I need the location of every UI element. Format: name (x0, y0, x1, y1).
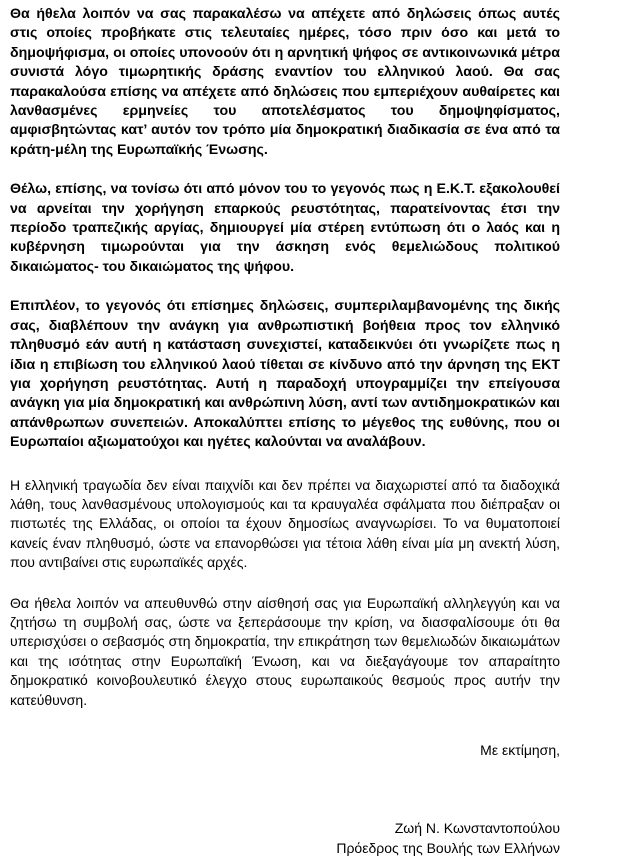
paragraph-5: Θα ήθελα λοιπόν να απευθυνθώ στην αίσθησή σας για Ευρωπαϊκή αλληλεγγύη και να ζητήσω τη συμβολή σας, ώστε να ξεπεράσουμε την κρίση, να διασφαλίσουμε ότι θα υπερισχύσει ο σεβασμός στη δημοκρατία, την επικράτηση των θεμελιωδών δικαιωμάτων και της ισότητας στην Ευρωπαϊκή Ένωση, και να διεξαγάγουμε τον απαραίτητο δημοκρατικό κοινοβουλευτικό έλεγχο στους ευρωπαικούς θεσμούς προς αυτήν την κατεύθυνση. (10, 594, 560, 708)
paragraph-3: Επιπλέον, το γεγονός ότι επίσημες δηλώσεις, συμπεριλαμβανομένης της δικής σας, διαβλέπουν την ανάγκη για ανθρωπιστική βοήθεια προς τον ελληνικό πληθυσμό εάν αυτή η κατάσταση συνεχιστεί, καταδεικνύει ότι γνωρίζετε πως η ίδια η επιβίωση του ελληνικού λαού τίθεται σε κίνδυνο από την άρνηση της ΕΚΤ για χορήγηση ρευστότητας. Αυτή η παραδοχή υπογραμμίζει την επείγουσα ανάγκη για μία δημοκρατική και ανθρώπινη λύση, αντί των αντιδημοκρατικών και απάνθρωπων συνεπειών. Αποκαλύπτει επίσης το μέγεθος της ευθύνης, που οι Ευρωπαίοι αξιωματούχοι και ηγέτες καλούνται να αναλάβουν. (10, 298, 560, 451)
letter-body (10, 5, 560, 710)
closing-salutation: Με εκτίμηση, (480, 742, 560, 758)
signature-block (336, 818, 560, 858)
signatory-name: Ζωή Ν. Κωνσταντοπούλου (394, 820, 560, 836)
paragraph-4: Η ελληνική τραγωδία δεν είναι παιχνίδι και δεν πρέπει να διαχωριστεί από τα διαδοχικά λάθη, τους λανθασμένους υπολογισμούς και τα κραυγαλέα σφάλματα που διέπραξαν οι πιστωτές της Ελλάδας, οι οποίοι τα έχουν δημοσίως αναγνωρίσει. Το να θυματοποιεί κανείς έναν πληθυσμό, ώστε να επανορθώσει για τέτοια λάθη είναι μία μη ανεκτή λύση, που αντιβαίνει στις ευρωπαϊκές αρχές. (10, 476, 560, 571)
paragraph-2: Θέλω, επίσης, να τονίσω ότι από μόνον του το γεγονός πως η Ε.Κ.Τ. εξακολουθεί να αρνείται την χορήγηση επαρκούς ρευστότητας, παρατείνοντας έτσι την περίοδο τραπεζικής αργίας, δημιουργεί μία στέρεη εντύπωση ότι ο λαός και η κυβέρνηση τιμωρούνται για την άσκηση ενός θεμελιώδους πολιτικού δικαιώματος- του δικαιώματος της ψήφου. (10, 181, 560, 275)
paragraph-1: Θα ήθελα λοιπόν να σας παρακαλέσω να απέχετε από δηλώσεις όπως αυτές στις οποίες προβήκατε στις τελευταίες ημέρες, τόσο πριν όσο και μετά το δημοψήφισμα, οι οποίες υπονοούν ότι η αρνητική ψήφος σε αντικοινωνικά μέτρα συνιστά λόγο τιμωρητικής δράσης εναντίον του ελληνικού λαού. Θα σας παρακαλούσα επίσης να απέχετε από δηλώσεις που εμπεριέχουν αυθαίρετες και λανθασμένες ερμηνείες του αποτελέσματος του δημοψηφίσματος, αμφισβητώντας κατ’ αυτόν τον τρόπο μία δημοκρατική διαδικασία σε ένα από τα κράτη-μέλη της Ευρωπαϊκής Ένωσης. (10, 6, 560, 158)
signatory-title: Πρόεδρος της Βουλής των Ελλήνων (336, 840, 560, 856)
